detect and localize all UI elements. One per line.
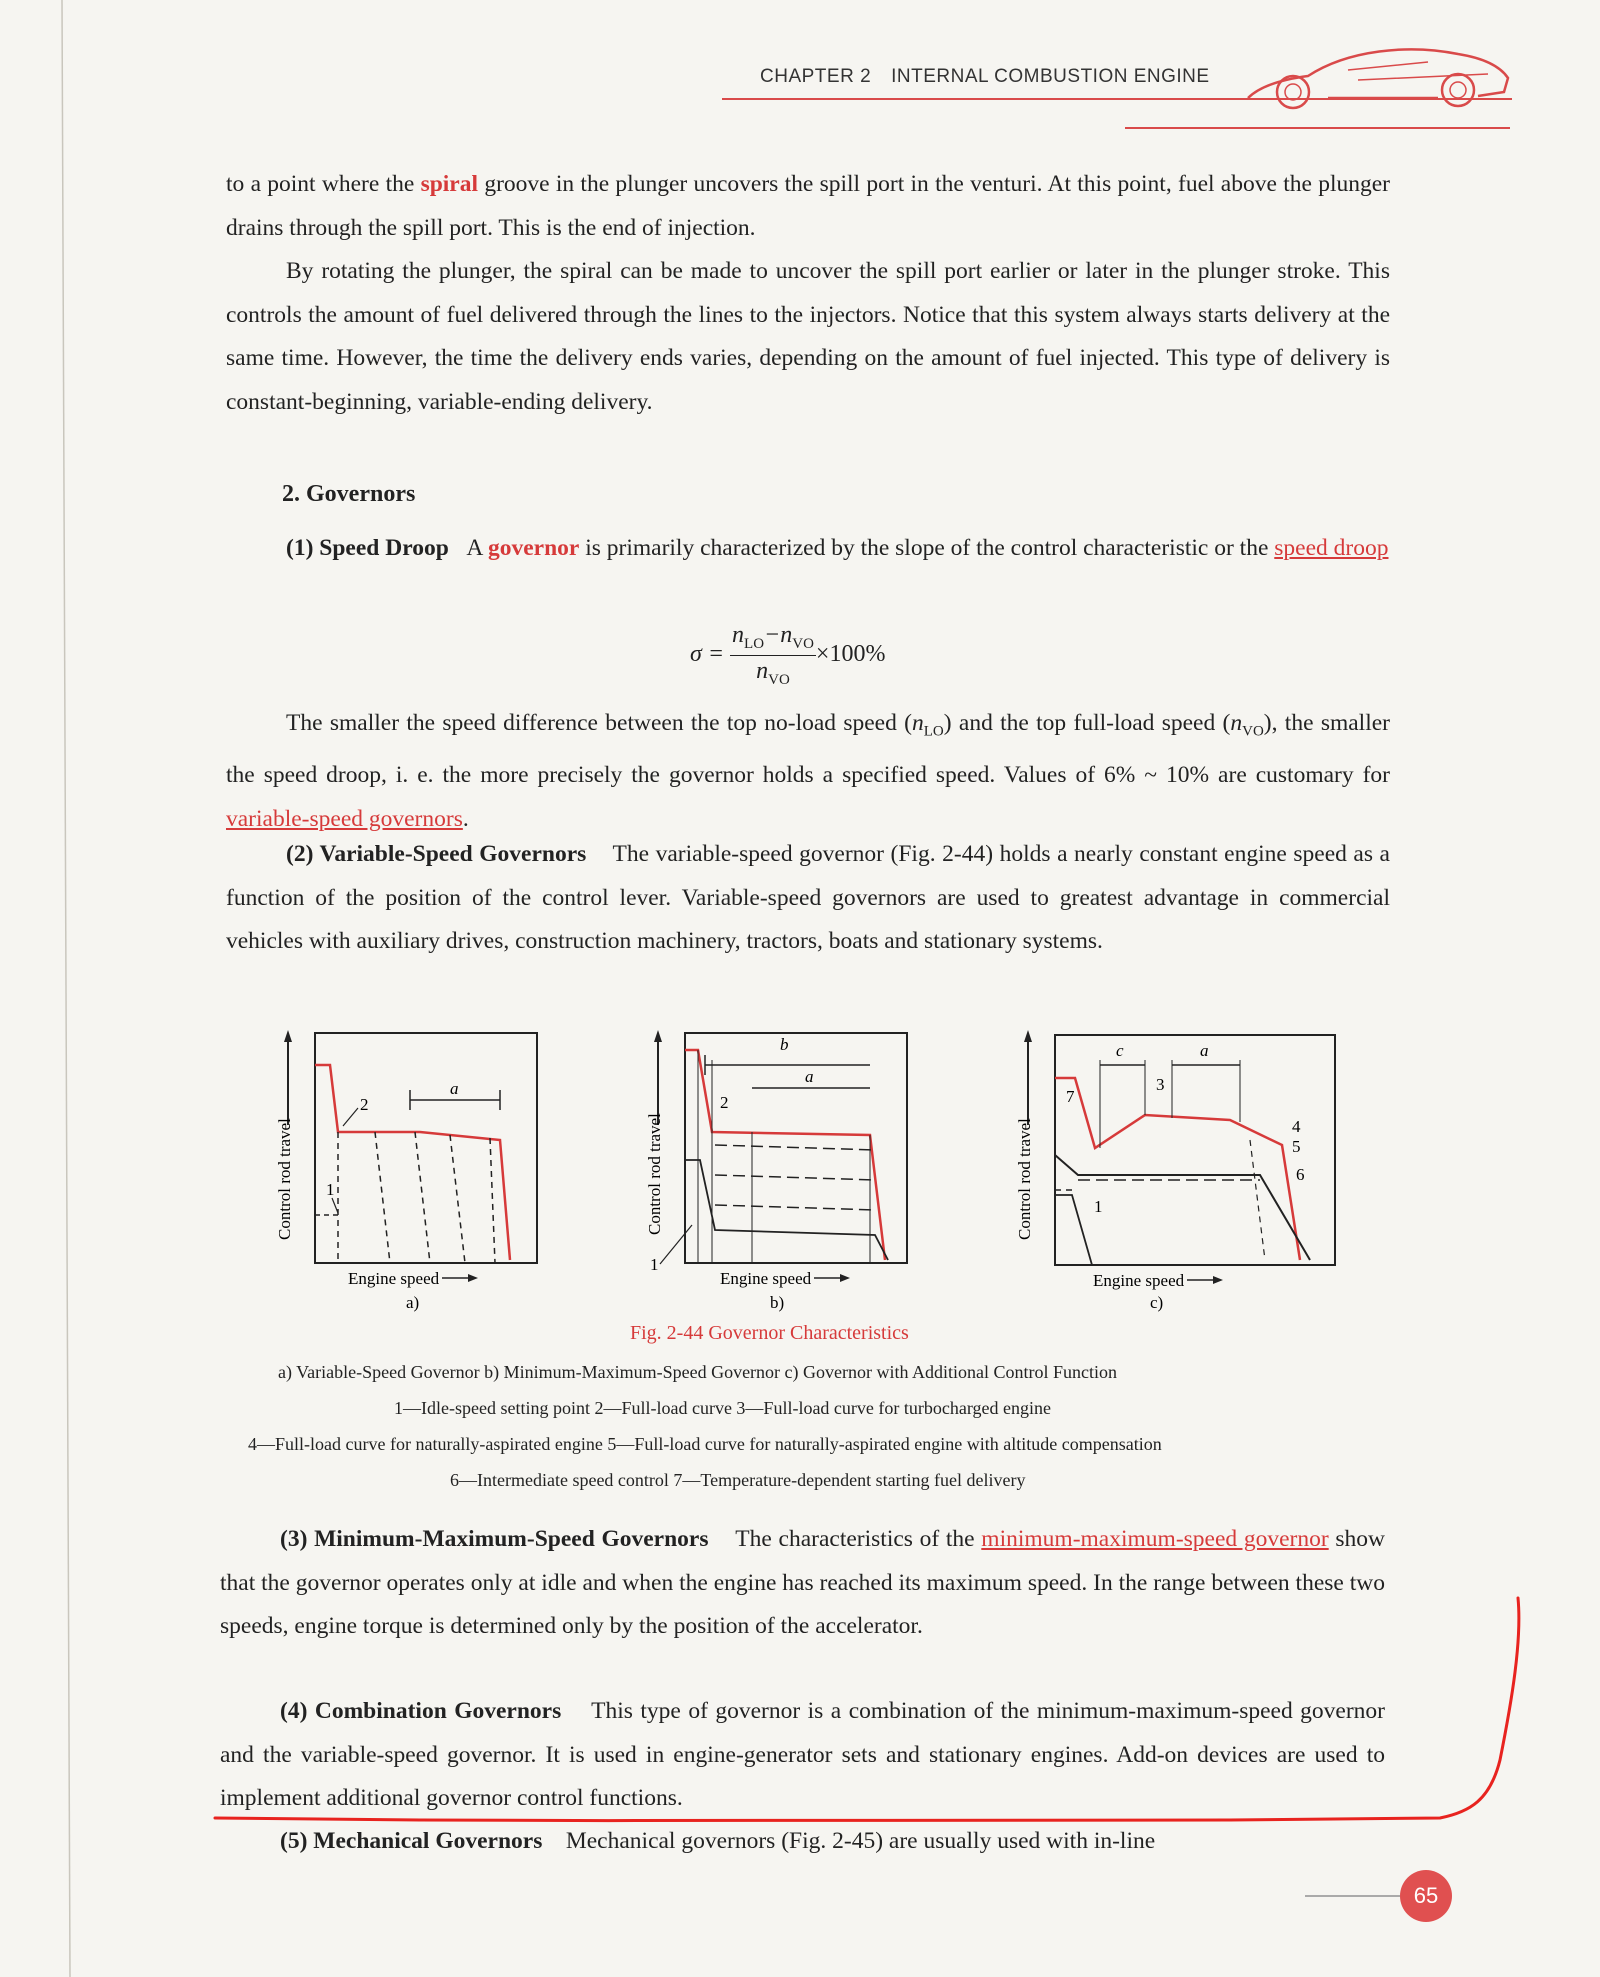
heading-variable-speed: (2) Variable-Speed Governors — [286, 841, 587, 867]
paragraph-mechanical: (5) Mechanical Governors Mechanical governors (Fig. 2-45) are usually used with in-line — [280, 1828, 1156, 1854]
caption-line-3: 4—Full-load curve for naturally-aspirated engine 5—Full-load curve for naturally-aspirated engine with altitude compensation — [248, 1434, 1162, 1454]
running-header — [760, 66, 1210, 88]
panel-label-b: b) — [770, 1293, 785, 1312]
ylabel-a: Control rod travel — [275, 1118, 294, 1240]
paragraph-min-max: (3) Minimum-Maximum-Speed Governors The characteristics of the minimum-maximum-speed governor show that the governor operates only at idle and when the engine has reached its maximum speed. In the range between these two speeds, engine torque is determined only by the position of the accelerator. — [220, 1526, 1385, 1639]
caption-line-1: a) Variable-Speed Governor b) Minimum-Maximum-Speed Governor c) Governor with Additional Control Function — [278, 1362, 1118, 1382]
mark-c-c: c — [1116, 1041, 1124, 1060]
xlabel-a: Engine speed — [348, 1269, 440, 1288]
page-number-rule — [1305, 1895, 1400, 1897]
panel-label-c: c) — [1150, 1293, 1164, 1312]
binding-edge — [0, 0, 90, 1977]
chapter-title: INTERNAL COMBUSTION ENGINE — [891, 66, 1210, 87]
paragraph-rotating-plunger: By rotating the plunger, the spiral can be made to uncover the spill port earlier or later in the plunger stroke. This controls the amount of fuel delivered through the lines to the injectors. Notice that this system always starts delivery at the same time. However, the time the delivery ends varies, depending on the amount of fuel injected. This type of delivery is constant-beginning, variable-ending delivery. — [226, 258, 1390, 415]
heading-min-max: (3) Minimum-Maximum-Speed Governors — [280, 1526, 709, 1552]
full-load-curve-a — [315, 1065, 510, 1260]
mark-b: b — [780, 1035, 789, 1054]
link-min-max-governor: minimum-maximum-speed governor — [981, 1526, 1329, 1552]
plot-frame-a — [315, 1033, 537, 1263]
label-1-b: 1 — [650, 1255, 659, 1274]
xlabel-c: Engine speed — [1093, 1271, 1185, 1290]
label-2-b: 2 — [720, 1093, 729, 1112]
panel-c — [1015, 1030, 1335, 1312]
label-1-c: 1 — [1094, 1197, 1103, 1216]
paragraph-spill-port: to a point where the spiral groove in the plunger uncovers the spill port in the venturi. At this point, fuel above the plunger drains through the spill port. This is the end of injection. — [226, 171, 1390, 241]
panel-b — [645, 1030, 907, 1312]
paragraph-speed-difference: The smaller the speed difference between the top no-load speed $(n_{LO})$ and the top full-load speed $(n_{VO})$, the smaller the speed droop, i. e. the more precisely the governor holds a specified speed. Values of 6% ~ 10% are customary for variable-speed governors. — [226, 710, 1390, 832]
paragraph-combination: (4) Combination Governors This type of governor is a combination of the minimum-maximum-speed governor and the variable-speed governor. It is used in engine-generator sets and stationary engines. Add-on devices are used to implement additional governor control functions. — [220, 1698, 1386, 1811]
page-number: 65 — [1400, 1870, 1452, 1922]
label-2-a: 2 — [360, 1095, 369, 1114]
link-speed-droop: speed droop — [1274, 535, 1389, 561]
governor-characteristic-diagrams — [260, 1020, 1340, 1320]
car-logo-icon — [1238, 30, 1518, 110]
header-rule-lower — [1125, 127, 1510, 129]
panel-a — [275, 1030, 537, 1312]
label-4-c: 4 — [1292, 1117, 1301, 1136]
full-load-curve-c — [1055, 1078, 1300, 1260]
arrow-up-icon — [1024, 1030, 1032, 1042]
arrow-up-icon — [654, 1030, 662, 1042]
label-1-a: 1 — [326, 1180, 335, 1199]
label-5-c: 5 — [1292, 1137, 1301, 1156]
paragraph-variable-speed: (2) Variable-Speed Governors The variable-speed governor (Fig. 2-44) holds a nearly constant engine speed as a function of the position of the control lever. Variable-speed governors are used to greatest advantage in commercial vehicles with auxiliary drives, construction machinery, tractors, boats and stationary systems. — [226, 841, 1390, 954]
label-6-c: 6 — [1296, 1165, 1305, 1184]
ylabel-b: Control rod travel — [645, 1113, 664, 1235]
section-heading-governors: 2. Governors — [282, 481, 416, 507]
caption-line-2: 1—Idle-speed setting point 2—Full-load curve 3—Full-load curve for turbocharged engine — [394, 1398, 1051, 1418]
figure-governor-characteristics — [260, 1020, 1340, 1320]
ylabel-c: Control rod travel — [1015, 1118, 1034, 1240]
heading-combination: (4) Combination Governors — [280, 1698, 562, 1724]
mark-a-c: a — [1200, 1041, 1209, 1060]
figure-title: Fig. 2-44 Governor Characteristics — [630, 1322, 909, 1344]
heading-speed-droop: (1) Speed Droop — [286, 535, 449, 561]
panel-label-a: a) — [406, 1293, 420, 1312]
label-7-c: 7 — [1066, 1087, 1075, 1106]
paragraph-speed-droop: (1) Speed Droop A governor is primarily characterized by the slope of the control characteristic or the speed droop — [286, 535, 1389, 561]
heading-mechanical: (5) Mechanical Governors — [280, 1828, 543, 1854]
term-governor: governor — [487, 535, 580, 561]
label-3-c: 3 — [1156, 1075, 1165, 1094]
xlabel-b: Engine speed — [720, 1269, 812, 1288]
caption-line-4: 6—Intermediate speed control 7—Temperature-dependent starting fuel delivery — [450, 1470, 1026, 1490]
term-spiral: spiral — [420, 171, 479, 197]
arrow-up-icon — [284, 1030, 292, 1042]
chapter-label: CHAPTER 2 — [760, 66, 872, 87]
speed-droop-formula: σ = $\frac{n_{LO}-n_{VO}}{n_{VO}}$ ×100% — [690, 622, 886, 688]
mark-a-b: a — [805, 1067, 814, 1086]
mark-a: a — [450, 1079, 459, 1098]
link-variable-speed-governors: variable-speed governors — [226, 805, 463, 832]
